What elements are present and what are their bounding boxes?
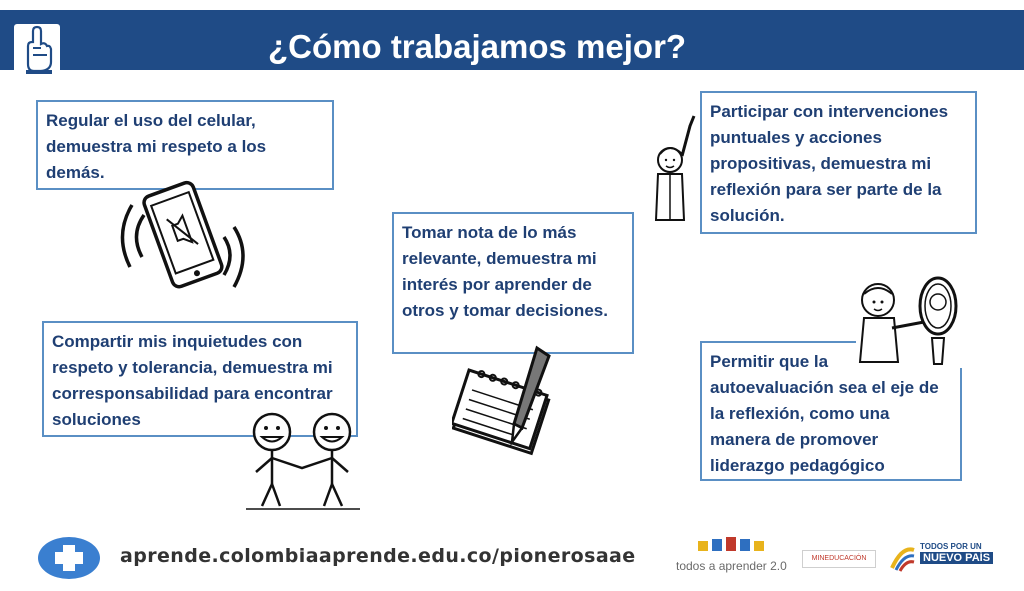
notepad-pencil-icon [452, 340, 562, 465]
gobierno-line1: TODOS POR UN [920, 542, 982, 551]
raised-hand-icon [14, 24, 60, 76]
todos-a-aprender-logo [676, 535, 788, 579]
card-participate: Participar con intervenciones puntuales y acciones propositivas, demuestra mi reflexión para ser parte de la solución. [700, 91, 977, 234]
handshake-people-icon [242, 406, 364, 517]
card-take-notes: Tomar nota de lo más relevante, demuestra mi interés por aprender de otros y tomar decisiones. [392, 212, 634, 354]
ministerio-logo: MINEDUCACIÓN [802, 550, 876, 568]
gobierno-logo [888, 540, 993, 580]
smartphone-icon [112, 165, 252, 305]
header-bar [0, 10, 1024, 70]
gobierno-line2: NUEVO PAÍS [920, 552, 993, 564]
page-title: ¿Cómo trabajamos mejor? [268, 28, 687, 65]
todos-a-aprender-text: todos a aprender 2.0 [676, 559, 787, 573]
plus-cross-icon [37, 536, 101, 580]
card-share-concerns: Compartir mis inquietudes con respeto y tolerancia, demuestra mi corresponsabilidad para encontrar soluciones [42, 321, 358, 437]
mirror-person-icon [852, 272, 964, 373]
card-self-evaluation: Permitir que la autoevaluación sea el eje de la reflexión, como una manera de promover liderazgo pedagógico [700, 341, 962, 481]
card-phone-use: Regular el uso del celular, demuestra mi respeto a los demás. [36, 100, 334, 190]
raising-hand-person-icon [648, 112, 700, 229]
footer-url: aprende.colombiaaprende.edu.co/pionerosaae [120, 545, 636, 567]
